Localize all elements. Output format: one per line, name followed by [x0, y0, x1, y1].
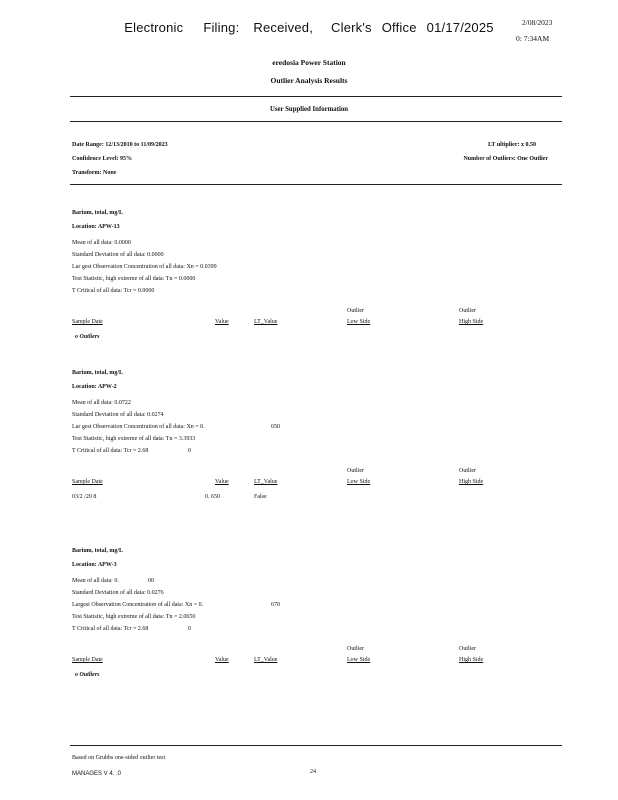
- efiling-word-4: Clerk's: [331, 20, 372, 35]
- col-header-value: Value: [215, 657, 229, 663]
- col-header-outlier-low: Outlier: [347, 646, 364, 652]
- col-header-lt-value: LT_Value: [254, 657, 278, 663]
- col-header-sample-date: Sample Date: [72, 319, 103, 325]
- row-lt-value: False: [254, 494, 267, 500]
- stat-line: Standard Deviation of all data: 0.0276: [72, 590, 164, 596]
- stat-line: T Critical of all data: Tcr = 2.68: [72, 626, 149, 632]
- stat-line: Mean of all data: 0.0722: [72, 400, 131, 406]
- efiling-word-2: Filing:: [203, 20, 240, 35]
- stat-line: Mean of all data: 0.: [72, 578, 119, 584]
- divider-params: [70, 184, 562, 185]
- transform: Transform: None: [72, 170, 117, 176]
- col-header-sample-date: Sample Date: [72, 657, 103, 663]
- software-version: MANAGES V 4. .0: [72, 771, 122, 777]
- confidence-level: Confidence Level: 95%: [72, 156, 132, 162]
- efiling-word-5: Office: [381, 20, 417, 35]
- col-header-low-side: Low Side: [347, 657, 371, 663]
- col-header-outlier-high: Outlier: [459, 468, 476, 474]
- col-header-value: Value: [215, 479, 229, 485]
- stat-line: Test Statistic, high extreme of all data: Tn = 2.0650: [72, 614, 196, 620]
- no-outliers-note: o Outliers: [75, 672, 100, 678]
- stat-value-fragment: 0: [188, 448, 191, 454]
- stat-line: T Critical of all data: Tcr = 2.68: [72, 448, 149, 454]
- col-header-outlier-high: Outlier: [459, 308, 476, 314]
- col-header-high-side: High Side: [459, 319, 484, 325]
- stat-line: Mean of all data: 0.0000: [72, 240, 131, 246]
- efiling-word-1: Electronic: [124, 20, 184, 35]
- stat-value-fragment: 670: [271, 602, 280, 608]
- stat-line: Largest Observation Concentration of all data: Xn = 0.: [72, 602, 204, 608]
- row-value: 0. 650: [205, 494, 220, 500]
- stat-line: Standard Deviation of all data: 0.0274: [72, 412, 164, 418]
- col-header-outlier-high: Outlier: [459, 646, 476, 652]
- print-date: 2/08/2023: [522, 18, 553, 27]
- col-header-value: Value: [215, 319, 229, 325]
- analyte-name: Barium, total, mg/L: [72, 548, 123, 554]
- user-info-subtitle: User Supplied Information: [269, 106, 349, 113]
- no-outliers-note: o Outliers: [75, 334, 100, 340]
- col-header-lt-value: LT_Value: [254, 319, 278, 325]
- stat-value-fragment: 0: [188, 626, 191, 632]
- col-header-high-side: High Side: [459, 479, 484, 485]
- analyte-name: Barium, total, mg/L: [72, 370, 123, 376]
- date-range: Date Range: 12/13/2010 to 11/09/2023: [72, 142, 168, 148]
- col-header-outlier-low: Outlier: [347, 308, 364, 314]
- efiling-date: 01/17/2025: [426, 20, 494, 35]
- number-of-outliers: Number of Outliers: One Outlier: [463, 156, 548, 162]
- location-label: Location: APW-2: [72, 384, 117, 390]
- stat-value-fragment: 650: [271, 424, 280, 430]
- stat-line: Lar gest Observation Concentration of all data: Xn = 0.: [72, 424, 205, 430]
- stat-line: Lar gest Observation Concentration of all data: Xn = 0.0399: [72, 264, 217, 270]
- stat-line: Test Statistic, high extreme of all data: Tn = 3.3933: [72, 436, 196, 442]
- location-label: Location: APW-13: [72, 224, 120, 230]
- col-header-low-side: Low Side: [347, 479, 371, 485]
- col-header-low-side: Low Side: [347, 319, 371, 325]
- divider-top: [70, 96, 562, 97]
- lt-multiplier: LT ultiplier: x 0.50: [487, 142, 536, 148]
- divider-subtitle: [70, 121, 562, 122]
- location-label: Location: APW-3: [72, 562, 117, 568]
- print-time: 0: 7:34AM: [516, 34, 550, 43]
- stat-value-fragment: 00: [148, 578, 154, 584]
- stat-line: T Critical of all data: Tcr = 0.0000: [72, 288, 155, 294]
- station-name: eredosia Power Station: [272, 58, 346, 67]
- col-header-high-side: High Side: [459, 657, 484, 663]
- report-title: Outlier Analysis Results: [270, 76, 348, 85]
- stat-line: Test Statistic, high extreme of all data: Tn = 0.0000: [72, 276, 196, 282]
- test-basis-note: Based on Grubbs one-sided outlier test: [72, 755, 166, 761]
- stat-line: Standard Deviation of all data: 0.0000: [72, 252, 164, 258]
- col-header-outlier-low: Outlier: [347, 468, 364, 474]
- col-header-lt-value: LT_Value: [254, 479, 278, 485]
- row-sample-date: 03/2 /20 8: [72, 494, 97, 500]
- divider-footer: [70, 745, 562, 746]
- analyte-name: Barium, total, mg/L: [72, 210, 123, 216]
- page-number: 24: [310, 769, 316, 775]
- efiling-word-3: Received,: [253, 20, 314, 35]
- col-header-sample-date: Sample Date: [72, 479, 103, 485]
